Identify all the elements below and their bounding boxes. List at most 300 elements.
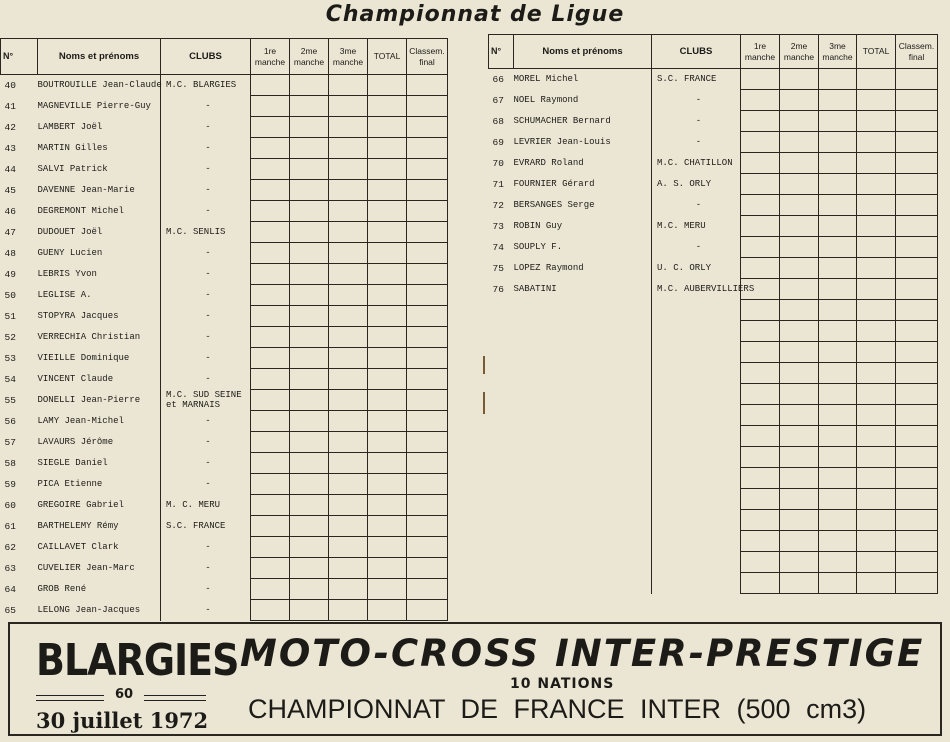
competitor-club: - [161,600,251,621]
competitor-number [489,510,514,531]
banner-rule [144,695,206,701]
competitor-name [514,573,652,594]
final-rank-cell [896,69,938,90]
table-row [489,426,938,447]
right-rows [489,69,938,594]
competitor-club: - [652,132,741,153]
round-3-cell [329,411,368,432]
competitor-club: - [161,96,251,117]
competitor-number: 41 [4,100,16,112]
round-2-cell [780,531,819,552]
table-row [1,558,448,579]
competitor-number [489,426,514,447]
total-cell [368,432,407,453]
competitor-number [489,300,514,321]
competitor-name: VERRECHIA Christian [38,327,161,348]
competitor-number [489,489,514,510]
final-rank-cell [407,264,448,285]
table-row [489,321,938,342]
round-1-cell [251,264,290,285]
round-2-cell [290,495,329,516]
round-1-cell [251,537,290,558]
competitor-number: 76 [492,283,504,295]
round-3-cell [329,264,368,285]
final-rank-cell [407,474,448,495]
competitor-club: - [652,90,741,111]
round-1-cell [741,174,780,195]
table-row [489,300,938,321]
total-cell [857,447,896,468]
final-rank-cell [896,258,938,279]
final-rank-cell [407,558,448,579]
round-1-cell [251,306,290,327]
total-cell [857,489,896,510]
round-1-cell [741,489,780,510]
round-1-cell [251,390,290,411]
competitor-name [514,300,652,321]
table-row [489,195,938,216]
table-row [1,453,448,474]
competitor-number: 55 [4,394,16,406]
competitor-number [489,447,514,468]
competitor-club: - [161,453,251,474]
final-rank-cell [896,426,938,447]
competitor-number: 46 [4,205,16,217]
competitor-name: CUVELIER Jean-Marc [38,558,161,579]
table-row [489,447,938,468]
header-club: CLUBS [161,39,251,75]
total-cell [857,279,896,300]
competitor-name: BOUTROUILLE Jean-Claude [38,75,161,96]
competitor-club: U. C. ORLY [652,258,741,279]
total-cell [857,552,896,573]
competitor-name [514,447,652,468]
competitor-number: 65 [4,604,16,616]
table-row [489,342,938,363]
table-row [1,348,448,369]
table-row [1,222,448,243]
round-2-cell [290,600,329,621]
round-1-cell [741,384,780,405]
round-2-cell [780,489,819,510]
competitor-club [652,468,741,489]
staple-mark [483,356,485,374]
final-rank-cell [896,405,938,426]
round-2-cell [780,174,819,195]
round-1-cell [251,453,290,474]
round-2-cell [780,426,819,447]
final-rank-cell [896,447,938,468]
table-row [1,138,448,159]
competitor-name: LEBRIS Yvon [38,264,161,285]
round-2-cell [780,111,819,132]
final-rank-cell [407,180,448,201]
competitor-club: M.C. AUBERVILLIERS [652,279,741,300]
round-1-cell [741,300,780,321]
competitor-name: STOPYRA Jacques [38,306,161,327]
header-round-3: 3me manche [329,39,368,75]
final-rank-cell [896,363,938,384]
round-2-cell [780,90,819,111]
competitor-club: S.C. FRANCE [652,69,741,90]
competitor-number: 56 [4,415,16,427]
round-2-cell [290,159,329,180]
table-row [489,363,938,384]
round-2-cell [780,510,819,531]
round-2-cell [290,453,329,474]
competitor-name: VIEILLE Dominique [38,348,161,369]
competitor-club: - [161,138,251,159]
round-2-cell [780,279,819,300]
competitor-name: BARTHELEMY Rémy [38,516,161,537]
table-row [489,69,938,90]
round-2-cell [780,300,819,321]
total-cell [368,243,407,264]
round-1-cell [251,159,290,180]
table-row [1,180,448,201]
header-club: CLUBS [652,35,741,69]
competitor-number: 58 [4,457,16,469]
competitor-name: LELONG Jean-Jacques [38,600,161,621]
round-3-cell [819,279,857,300]
round-3-cell [329,600,368,621]
competitor-name: LOPEZ Raymond [514,258,652,279]
round-1-cell [251,180,290,201]
total-cell [857,405,896,426]
round-1-cell [741,111,780,132]
competitor-name: LAVAURS Jérôme [38,432,161,453]
total-cell [857,216,896,237]
competitor-number [489,363,514,384]
competitor-club [652,363,741,384]
competitor-club: M.C. SUD SEINE et MARNAIS [161,390,251,411]
header-round-1: 1re manche [741,35,780,69]
total-cell [857,237,896,258]
table-row [489,489,938,510]
round-3-cell [329,222,368,243]
table-row [489,405,938,426]
table-row [489,258,938,279]
table-row [489,174,938,195]
competitor-club: - [652,111,741,132]
competitor-number: 54 [4,373,16,385]
round-1-cell [251,222,290,243]
total-cell [368,579,407,600]
competitor-club: - [652,195,741,216]
competitor-club: - [161,306,251,327]
competitor-club: M. C. MERU [161,495,251,516]
round-1-cell [741,153,780,174]
table-row [489,216,938,237]
competitor-number: 43 [4,142,16,154]
round-1-cell [741,216,780,237]
final-rank-cell [896,384,938,405]
final-rank-cell [407,306,448,327]
competitor-number: 60 [4,499,16,511]
round-1-cell [251,201,290,222]
competitor-club [652,300,741,321]
total-cell [857,69,896,90]
page-title: Championnat de Ligue [325,2,625,27]
competitor-number: 71 [492,178,504,190]
competitor-club: - [161,327,251,348]
competitor-name [514,552,652,573]
table-row [1,306,448,327]
competitor-number [489,321,514,342]
competitor-number: 49 [4,268,16,280]
round-2-cell [780,321,819,342]
round-2-cell [290,516,329,537]
competitor-name: MARTIN Gilles [38,138,161,159]
competitor-name [514,321,652,342]
total-cell [857,132,896,153]
header-total: TOTAL [857,35,896,69]
competitor-club [652,573,741,594]
total-cell [857,342,896,363]
round-3-cell [819,300,857,321]
header-number: N° [489,35,514,69]
table-row [489,573,938,594]
round-1-cell [741,573,780,594]
round-3-cell [819,447,857,468]
total-cell [368,138,407,159]
competitor-number: 47 [4,226,16,238]
table-row [489,384,938,405]
competitor-club: S.C. FRANCE [161,516,251,537]
round-2-cell [780,468,819,489]
competitor-club: - [161,369,251,390]
table-row [1,411,448,432]
total-cell [368,453,407,474]
total-cell [368,117,407,138]
competitor-club: - [161,411,251,432]
table-row [1,285,448,306]
competitor-number: 42 [4,121,16,133]
table-row [1,600,448,621]
total-cell [368,201,407,222]
round-3-cell [819,489,857,510]
round-1-cell [251,558,290,579]
table-row [1,264,448,285]
table-row [1,201,448,222]
round-2-cell [780,573,819,594]
round-3-cell [329,96,368,117]
round-2-cell [290,390,329,411]
competitor-number: 69 [492,136,504,148]
final-rank-cell [896,573,938,594]
round-3-cell [819,573,857,594]
competitor-name: NOEL Raymond [514,90,652,111]
final-rank-cell [896,195,938,216]
round-1-cell [741,363,780,384]
final-rank-cell [896,552,938,573]
final-rank-cell [407,327,448,348]
total-cell [857,363,896,384]
total-cell [857,426,896,447]
competitor-club: - [161,474,251,495]
competitor-name: CAILLAVET Clark [38,537,161,558]
round-3-cell [819,510,857,531]
total-cell [857,258,896,279]
competitor-number: 61 [4,520,16,532]
total-cell [857,384,896,405]
competitor-name [514,384,652,405]
total-cell [368,264,407,285]
round-3-cell [329,579,368,600]
round-2-cell [780,216,819,237]
competitor-number: 66 [492,73,504,85]
round-1-cell [741,426,780,447]
competitor-club [652,510,741,531]
total-cell [368,96,407,117]
total-cell [368,558,407,579]
table-row [1,432,448,453]
final-rank-cell [407,138,448,159]
table-row [489,132,938,153]
round-3-cell [819,174,857,195]
round-2-cell [290,222,329,243]
round-3-cell [819,552,857,573]
table-row [489,90,938,111]
competitor-number: 64 [4,583,16,595]
round-2-cell [290,432,329,453]
final-rank-cell [407,201,448,222]
competitor-club: M.C. MERU [652,216,741,237]
competitor-number: 52 [4,331,16,343]
round-2-cell [780,342,819,363]
final-rank-cell [896,216,938,237]
table-row [1,159,448,180]
final-rank-cell [896,510,938,531]
table-row [489,153,938,174]
competitor-name: GROB René [38,579,161,600]
total-cell [368,306,407,327]
competitor-number: 53 [4,352,16,364]
header-round-3: 3me manche [819,35,857,69]
competitor-name [514,405,652,426]
header-name: Noms et prénoms [514,35,652,69]
round-2-cell [290,579,329,600]
round-2-cell [780,447,819,468]
round-2-cell [290,558,329,579]
round-2-cell [290,75,329,96]
round-3-cell [329,201,368,222]
competitor-club [652,531,741,552]
total-cell [857,195,896,216]
banner-championship: CHAMPIONNAT DE FRANCE INTER (500 cm3) [248,694,867,724]
round-2-cell [780,552,819,573]
round-3-cell [329,75,368,96]
final-rank-cell [896,90,938,111]
competitor-club: - [652,237,741,258]
round-3-cell [819,90,857,111]
competitor-club [652,405,741,426]
competitor-number [489,342,514,363]
round-3-cell [819,111,857,132]
round-3-cell [329,516,368,537]
competitor-club: - [161,285,251,306]
final-rank-cell [407,411,448,432]
final-rank-cell [896,300,938,321]
final-rank-cell [407,432,448,453]
round-3-cell [329,495,368,516]
header-number: N° [1,39,38,75]
competitor-club [652,321,741,342]
competitor-number [489,531,514,552]
round-3-cell [819,531,857,552]
final-rank-cell [407,537,448,558]
round-3-cell [819,342,857,363]
competitor-name: GUENY Lucien [38,243,161,264]
competitor-number [489,552,514,573]
table-row [489,279,938,300]
final-rank-cell [896,342,938,363]
final-rank-cell [407,159,448,180]
competitor-number [489,384,514,405]
competitor-name: LAMBERT Joël [38,117,161,138]
round-2-cell [290,180,329,201]
round-1-cell [741,69,780,90]
competitor-club [652,447,741,468]
round-1-cell [741,342,780,363]
round-3-cell [329,180,368,201]
table-row [1,369,448,390]
round-1-cell [251,495,290,516]
round-3-cell [329,306,368,327]
round-1-cell [741,195,780,216]
competitor-name [514,342,652,363]
round-2-cell [780,132,819,153]
total-cell [368,516,407,537]
competitor-name: SALVI Patrick [38,159,161,180]
final-rank-cell [407,495,448,516]
competitor-number [489,573,514,594]
round-2-cell [780,237,819,258]
competitor-name: VINCENT Claude [38,369,161,390]
final-rank-cell [407,453,448,474]
round-2-cell [290,306,329,327]
table-row [1,579,448,600]
final-rank-cell [896,132,938,153]
total-cell [857,468,896,489]
round-3-cell [329,348,368,369]
round-1-cell [251,348,290,369]
competitor-club: - [161,180,251,201]
round-3-cell [819,468,857,489]
round-2-cell [290,285,329,306]
final-rank-cell [407,369,448,390]
table-row [1,96,448,117]
final-rank-cell [407,222,448,243]
competitor-club: M.C. CHATILLON [652,153,741,174]
competitor-number: 57 [4,436,16,448]
round-3-cell [819,195,857,216]
total-cell [368,369,407,390]
table-row [489,510,938,531]
staple-mark [483,392,485,414]
competitor-name [514,363,652,384]
table-row [1,75,448,96]
competitor-name: LAMY Jean-Michel [38,411,161,432]
competitor-number: 70 [492,157,504,169]
final-rank-cell [896,489,938,510]
competitor-number [489,405,514,426]
total-cell [368,390,407,411]
competitor-number: 74 [492,241,504,253]
competitor-name: ROBIN Guy [514,216,652,237]
competitor-number: 50 [4,289,16,301]
header-round-2: 2me manche [290,39,329,75]
